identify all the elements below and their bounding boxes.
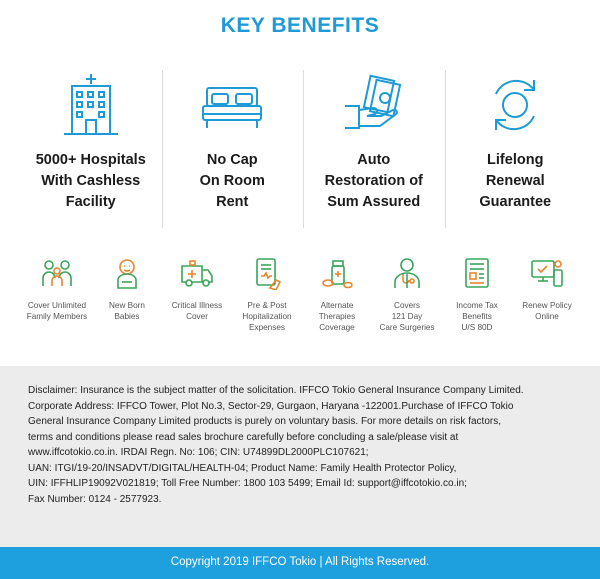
benefit-line: Auto bbox=[357, 152, 391, 168]
benefit-line: Facility bbox=[65, 194, 116, 210]
feature-line: Pre & Post bbox=[247, 301, 287, 310]
online-renewal-icon bbox=[530, 256, 564, 290]
baby-icon bbox=[110, 256, 144, 290]
feature-income-tax bbox=[442, 256, 512, 346]
benefit-line: 5000+ Hospitals bbox=[35, 152, 146, 168]
disclaimer-line: UAN: ITGI/19-20/INSADVT/DIGITAL/HEALTH-04; Product Name: Family Health Protector Policy, bbox=[28, 462, 457, 474]
benefit-line: Renewal bbox=[485, 173, 545, 189]
feature-line: Cover Unlimited bbox=[27, 301, 87, 310]
feature-line: Expenses bbox=[249, 323, 285, 332]
medical-record-icon bbox=[250, 256, 284, 290]
benefit-line: Guarantee bbox=[479, 194, 552, 210]
benefit-line: Restoration of bbox=[324, 173, 423, 189]
benefit-auto-restoration bbox=[303, 68, 445, 238]
benefit-line: Rent bbox=[216, 194, 249, 210]
benefit-line: With Cashless bbox=[41, 173, 141, 189]
disclaimer-line: UIN: IFFHLIP19092V021819; Toll Free Number: 1800 103 5499; Email Id: support@iffcotokio.co.in; bbox=[28, 478, 467, 489]
feature-line: Therapies bbox=[318, 312, 356, 321]
benefit-lifelong-renewal bbox=[445, 68, 587, 238]
feature-line: Coverage bbox=[319, 323, 355, 332]
feature-line: Income Tax bbox=[456, 301, 498, 310]
benefit-room-rent bbox=[162, 68, 304, 238]
benefit-line: Sum Assured bbox=[327, 194, 421, 210]
feature-line: Alternate bbox=[320, 301, 354, 310]
disclaimer-line: General Insurance Company Limited products is purely on voluntary basis. For more details on risk factors, bbox=[28, 416, 501, 427]
feature-line: Care Surgeries bbox=[379, 323, 435, 332]
feature-line: 121 Day bbox=[391, 312, 423, 321]
disclaimer-line: www.iffcotokio.co.in. IRDAI Regn. No: 106; CIN: U74899DL2000PLC107621; bbox=[28, 447, 369, 458]
renewal-cycle-icon bbox=[482, 72, 548, 138]
copyright-footer: Copyright 2019 IFFCO Tokio | All Rights Reserved. bbox=[0, 547, 600, 579]
features-row bbox=[22, 256, 582, 346]
feature-line: U/S 80D bbox=[461, 323, 493, 332]
disclaimer-line: Fax Number: 0124 - 2577923. bbox=[28, 493, 162, 505]
feature-line: Covers bbox=[394, 301, 420, 310]
disclaimer-line: Disclaimer: Insurance is the subject matter of the solicitation. IFFCO Tokio General Insurance Company Limited. bbox=[28, 385, 524, 396]
family-icon bbox=[40, 256, 74, 290]
feature-renew-online bbox=[512, 256, 582, 346]
feature-critical-illness bbox=[162, 256, 232, 346]
feature-pre-post-hospitalization bbox=[232, 256, 302, 346]
benefit-line: On Room bbox=[199, 173, 265, 189]
page-title: KEY BENEFITS bbox=[220, 14, 380, 37]
hand-cash-icon bbox=[341, 72, 407, 138]
feature-line: Hopitalization bbox=[242, 312, 292, 321]
feature-line: Cover bbox=[186, 312, 208, 321]
tax-document-icon bbox=[460, 256, 494, 290]
feature-line: New Born bbox=[109, 301, 145, 310]
feature-line: Family Members bbox=[26, 312, 88, 321]
feature-line: Babies bbox=[114, 312, 140, 321]
ambulance-icon bbox=[180, 256, 214, 290]
pills-icon bbox=[320, 256, 354, 290]
feature-line: Benefits bbox=[462, 312, 492, 321]
feature-day-care bbox=[372, 256, 442, 346]
benefit-line: No Cap bbox=[206, 152, 258, 168]
feature-new-born bbox=[92, 256, 162, 346]
bed-icon bbox=[199, 72, 265, 138]
disclaimer-text bbox=[28, 383, 576, 507]
feature-alternate-therapies bbox=[302, 256, 372, 346]
feature-family bbox=[22, 256, 92, 346]
disclaimer-line: terms and conditions please read sales brochure carefully before concluding a sale/please visit at bbox=[28, 431, 459, 443]
feature-line: Renew Policy bbox=[522, 301, 572, 310]
benefit-line: Lifelong bbox=[487, 152, 544, 168]
disclaimer-section bbox=[0, 366, 600, 547]
disclaimer-line: Corporate Address: IFFCO Tower, Plot No.3, Sector-29, Gurgaon, Haryana -122001.Purchase of IFFCO Tokio bbox=[28, 400, 514, 412]
feature-line: Online bbox=[535, 312, 559, 321]
feature-line: Critical Illness bbox=[171, 301, 223, 310]
key-benefits-row bbox=[20, 68, 586, 238]
benefit-hospitals bbox=[20, 68, 162, 238]
hospital-icon bbox=[58, 72, 124, 138]
doctor-icon bbox=[390, 256, 424, 290]
